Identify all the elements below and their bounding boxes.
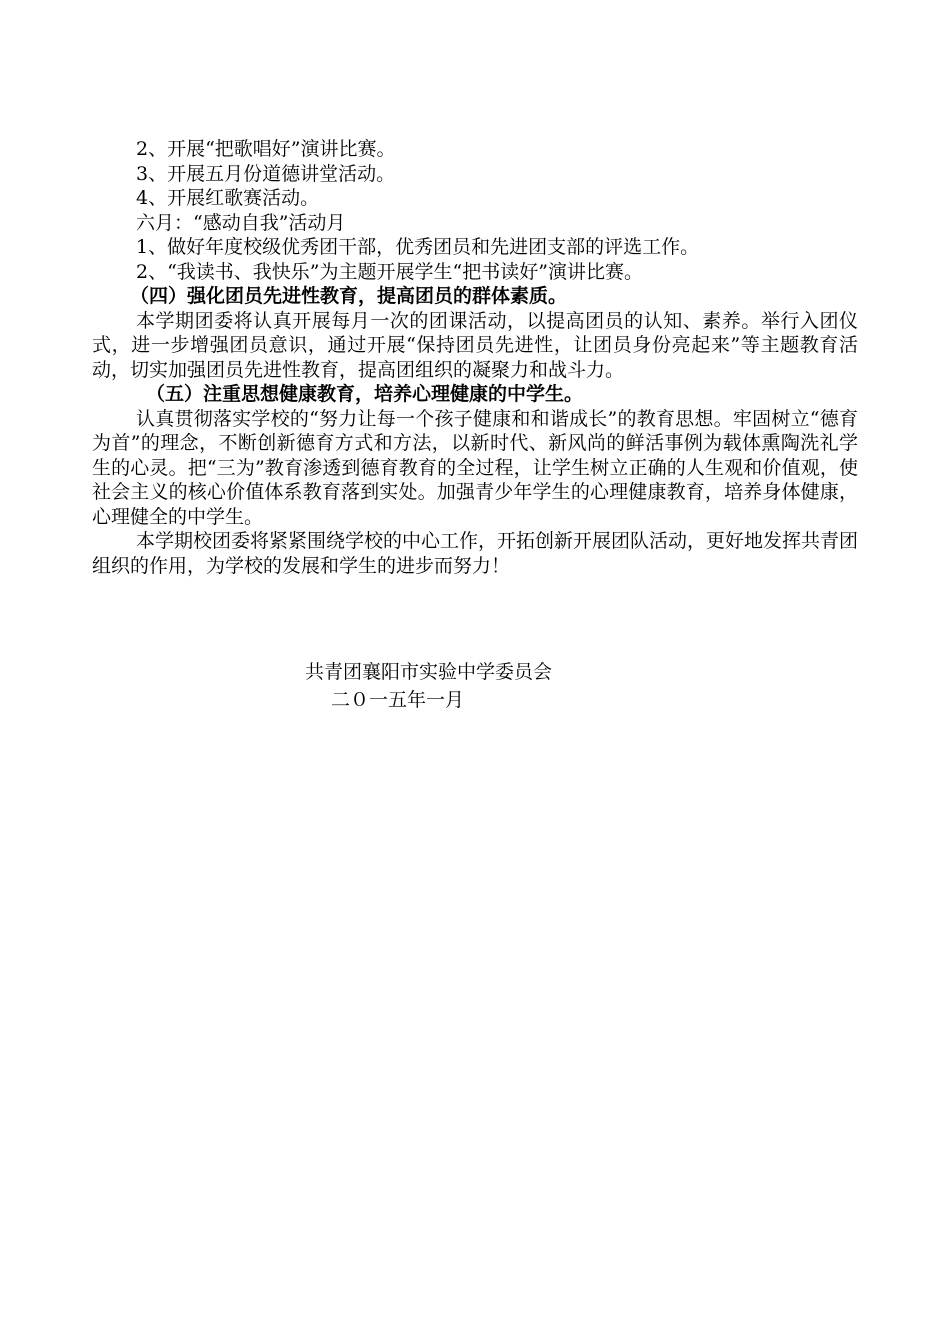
list-item-evaluation: 1、做好年度校级优秀团干部，优秀团员和先进团支部的评选工作。: [136, 236, 700, 258]
document-body: [92, 137, 858, 578]
section-5-paragraph: 认真贯彻落实学校的“努力让每一个孩子健康和和谐成长”的教育思想。牢固树立“德育为首”的理念，不断创新德育方式和方法，以新时代、新风尚的鲜活事例为载体熏陶洗礼学生的心灵。把“三为”教育渗透到德育教育的全过程，让学生树立正确的人生观和价值观，使社会主义的核心价值体系教育落到实处。加强青少年学生的心理健康教育，培养身体健康，心理健全的中学生。: [92, 407, 858, 528]
list-item-speech-contest: 2、开展“把歌唱好”演讲比赛。: [136, 138, 396, 160]
list-item-moral-lecture: 3、开展五月份道德讲堂活动。: [136, 162, 396, 185]
signature-date: 二０一五年一月: [331, 689, 465, 711]
list-item-red-song: 4、开展红歌赛活动。: [136, 187, 320, 209]
closing-paragraph: 本学期校团委将紧紧围绕学校的中心工作，开拓创新开展团队活动，更好地发挥共青团组织的作用，为学校的发展和学生的进步而努力！: [92, 530, 859, 577]
signature-block: [305, 658, 552, 714]
list-item-reading-speech: 2、“我读书、我快乐”为主题开展学生“把书读好”演讲比赛。: [136, 260, 643, 283]
section-5-heading: （五）注重思想健康教育，培养心理健康的中学生。: [146, 383, 584, 405]
section-4-heading: （四）强化团员先进性教育，提高团员的群体素质。: [130, 285, 568, 307]
section-4-paragraph: 本学期团委将认真开展每月一次的团课活动，以提高团员的认知、素养。举行入团仪式，进一步增强团员意识，通过开展“保持团员先进性，让团员身份亮起来”等主题教育活动，切实加强团员先进性教育，提高团组织的凝聚力和战斗力。: [92, 309, 858, 381]
june-month-title: 六月：“感动自我”活动月: [136, 211, 346, 234]
signature-organization: 共青团襄阳市实验中学委员会: [305, 661, 553, 683]
